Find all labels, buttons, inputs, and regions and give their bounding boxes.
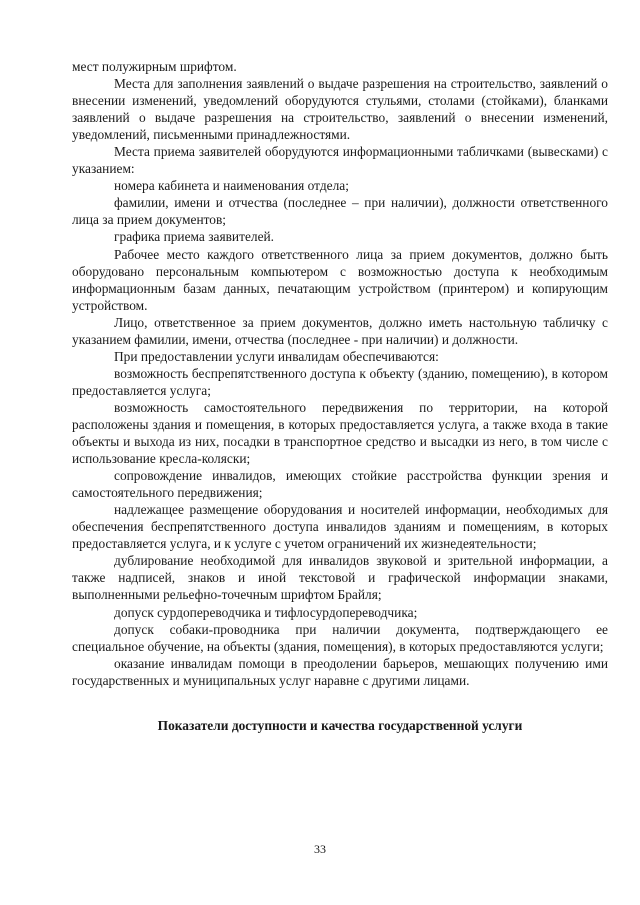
paragraph-8: Лицо, ответственное за прием документов, должно иметь настольную табличку с указанием фамилии, имени, отчества (последнее - при наличии) и должности. xyxy=(72,314,608,347)
paragraph-15: допуск сурдопереводчика и тифлосурдопереводчика; xyxy=(114,604,418,620)
paragraph-1: мест полужирным шрифтом. xyxy=(72,59,237,74)
paragraph-5: фамилии, имени и отчества (последнее – при наличии), должности ответственного лица за прием документов; xyxy=(72,195,608,228)
paragraph-2: Места для заполнения заявлений о выдаче разрешения на строительство, заявлений о внесении изменений, уведомлений оборудуются стульями, столами (стойками), бланками заявлений о выдаче разрешения на строительство, заявлений о внесении изменений, уведомлений, письменными принадлежностями. xyxy=(72,76,608,143)
paragraph-13: надлежащее размещение оборудования и носителей информации, необходимых для обеспечения беспрепятственного доступа инвалидов зданиям и помещениям, в которых предоставляется услуга, и к услуге с учетом ограничений их жизнедеятельности; xyxy=(72,502,608,552)
paragraph-14: дублирование необходимой для инвалидов звуковой и зрительной информации, а также надписей, знаков и иной текстовой и графической информации знаками, выполненными рельефно-точечным шрифтом Брайля; xyxy=(72,553,608,603)
paragraph-17: оказание инвалидам помощи в преодолении барьеров, мешающих получению ими государственных и муниципальных услуг наравне с другими лицами. xyxy=(72,655,608,688)
paragraph-9: При предоставлении услуги инвалидам обеспечиваются: xyxy=(114,348,439,364)
paragraph-4: номера кабинета и наименования отдела; xyxy=(114,178,349,194)
paragraph-11: возможность самостоятельного передвижения по территории, на которой расположены здания и помещения, в которых предоставляется услуга, а также входа в такие объекты и выхода из них, посадки в транспортное средство и высадки из него, в том числе с использование кресла-коляски; xyxy=(72,399,608,467)
paragraph-10: возможность беспрепятственного доступа к объекту (зданию, помещению), в котором предоставляется услуга; xyxy=(72,365,608,398)
paragraph-12: сопровождение инвалидов, имеющих стойкие расстройства функции зрения и самостоятельного передвижения; xyxy=(72,468,608,501)
page-number: 33 xyxy=(314,842,326,856)
paragraph-6: графика приема заявителей. xyxy=(114,229,275,245)
section-heading: Показатели доступности и качества государственной услуги xyxy=(157,717,523,733)
document-body xyxy=(72,58,608,734)
paragraph-16: допуск собаки-проводника при наличии документа, подтверждающего ее специальное обучение, на объекты (здания, помещения), в которых предоставляются услуги; xyxy=(72,621,608,654)
paragraph-3: Места приема заявителей оборудуются информационными табличками (вывесками) с указанием: xyxy=(72,144,608,177)
paragraph-7: Рабочее место каждого ответственного лица за прием документов, должно быть оборудовано персональным компьютером с возможностью доступа к необходимым информационным базам данных, печатающим устройством (принтером) и копирующим устройством. xyxy=(72,246,608,313)
